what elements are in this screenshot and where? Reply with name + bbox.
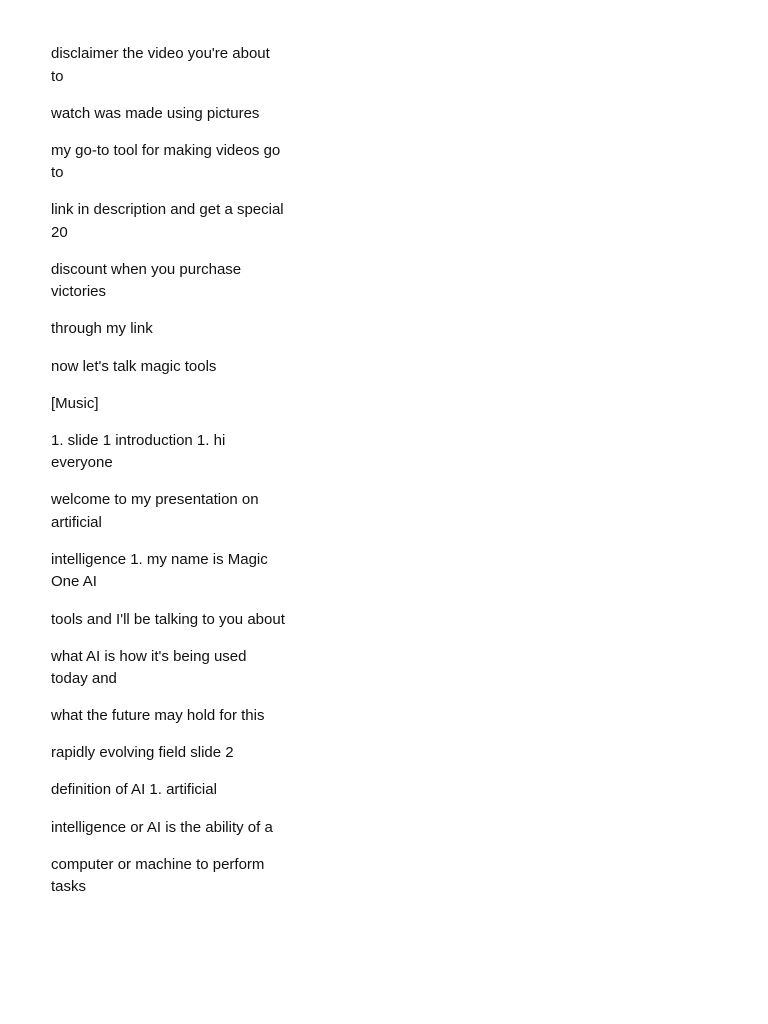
transcript-line: computer or machine to perform tasks — [51, 855, 265, 896]
transcript-line: intelligence or AI is the ability of a — [51, 818, 273, 836]
transcript-line: what AI is how it's being used today and — [51, 647, 247, 688]
transcript-line: through my link — [51, 320, 153, 338]
transcript-line: 1. slide 1 introduction 1. hi everyone — [51, 431, 226, 472]
transcript-text — [51, 43, 286, 913]
transcript-line: definition of AI 1. artificial — [51, 781, 217, 799]
transcript-line: what the future may hold for this — [51, 707, 265, 725]
transcript-line: rapidly evolving field slide 2 — [51, 744, 234, 762]
transcript-line: my go-to tool for making videos go to — [51, 141, 281, 182]
transcript-line: welcome to my presentation on artificial — [51, 491, 259, 531]
transcript-line: discount when you purchase victories — [51, 260, 242, 301]
transcript-line: now let's talk magic tools — [51, 357, 217, 375]
transcript-line: watch was made using pictures — [51, 104, 260, 122]
transcript-line: tools and I'll be talking to you about — [51, 610, 285, 628]
transcript-line: intelligence 1. my name is Magic One AI — [51, 550, 268, 591]
transcript-line: link in description and get a special 20 — [51, 201, 284, 241]
transcript-line: [Music] — [51, 394, 99, 412]
transcript-line: disclaimer the video you're about to — [51, 45, 270, 85]
